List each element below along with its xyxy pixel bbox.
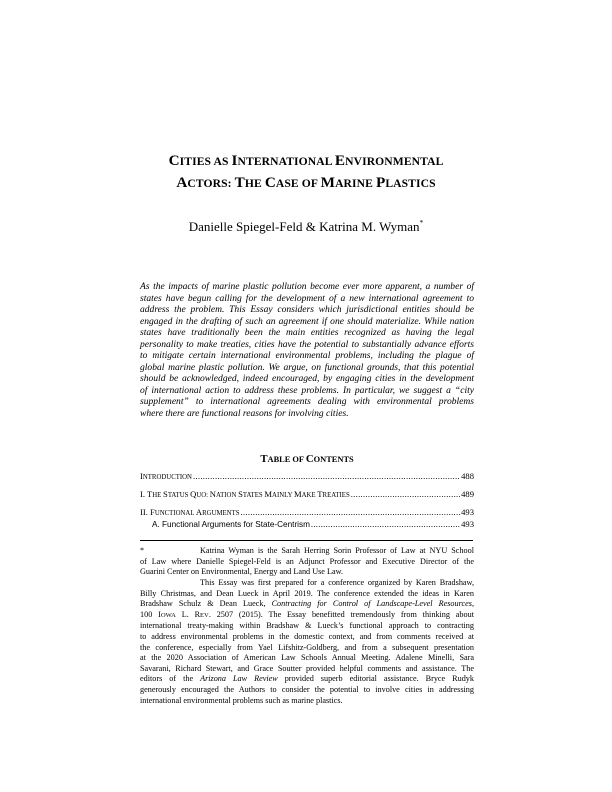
toc-heading-smallcaps: ABLE OF [267, 455, 306, 464]
abstract-line: states have begun calling for the development of a new international agreement to [140, 292, 474, 304]
abstract-line: supplement” to international agreements dealing with environmental problems [140, 396, 474, 408]
abstract-line: to mitigate certain international environmental problems, including the plague of [140, 350, 474, 362]
footnote-line: Bradshaw Schulz & Dean Lueck, Contracting for Control of Landscape-Level Resources, [140, 599, 474, 609]
toc-entry-page: 493 [461, 519, 474, 529]
abstract-line: global marine plastic pollution. We argue, on functional grounds, that this potential [140, 361, 474, 373]
title-smallcaps: CTORS: [187, 177, 235, 190]
toc-entry-label: A. Functional Arguments for State-Centrism [152, 520, 310, 529]
toc-entry-label: I. THE STATUS QUO: NATION STATES MAINLY MAKE TREATIES [140, 489, 350, 499]
toc-entry-label: INTRODUCTION [140, 471, 192, 481]
toc-heading-smallcaps: ONTENTS [313, 455, 354, 464]
toc-leader-dots [241, 506, 461, 518]
article-title [100, 150, 512, 194]
toc-entry-label: II. FUNCTIONAL ARGUMENTS [140, 507, 240, 517]
journal-name: Arizona Law Review [200, 674, 278, 684]
toc-entry-status-quo[interactable] [140, 488, 474, 500]
toc-entry-page: 489 [461, 489, 474, 499]
footnote-star-mark: * [140, 546, 145, 555]
title-smallcaps: ITIES AS [179, 155, 232, 168]
title-smallcaps: NTERNATIONAL [237, 155, 335, 168]
toc-entry-state-centrism[interactable] [140, 518, 474, 530]
footnote-line: Guarini Center on Environmental, Energy and Land Use Law. [140, 567, 344, 577]
title-smallcaps: HE [244, 177, 265, 190]
author-footnote-mark[interactable]: * [419, 218, 424, 227]
footnote-line: Billy Christmas, and Dean Lueck in April 2019. The conference extended the ideas in Karen [140, 588, 474, 598]
footnote-line: international treaty-making within Bradshaw & Lueck’s functional approach to contracting [140, 621, 474, 631]
toc-leader-dots [193, 470, 460, 482]
abstract-line: personality to make treaties, cities have the potential to substantially advance efforts [140, 338, 474, 350]
abstract-line: states have traditionally been the main entities recognized as having the legal [140, 327, 474, 339]
footnote-line: the conference, especially from Yael Lifshitz-Goldberg, and from a subsequent presentation [140, 642, 474, 652]
toc-heading-char: C [305, 453, 314, 465]
title-char: M [320, 174, 336, 191]
toc-heading [140, 453, 474, 466]
title-line-1 [100, 150, 512, 172]
title-char: T [234, 174, 245, 191]
footnote-line: to address environmental problems in the domestic context, and from comments received at [140, 631, 474, 641]
toc-entry-page: 488 [461, 471, 474, 481]
title-smallcaps: ASE OF [275, 177, 321, 190]
toc-leader-dots [351, 488, 460, 500]
footnote-line: 100 IOWA L. REV. 2507 (2015). The Essay benefitted tremendously from thinking about [140, 609, 474, 619]
title-char: E [334, 152, 346, 169]
abstract-line: of international action to address these problems. In particular, we suggest a “city [140, 384, 474, 396]
toc-entry-page: 493 [461, 507, 474, 517]
abstract-line: As the impacts of marine plastic pollution become ever more apparent, a number of [140, 281, 474, 292]
abstract-line: where there are functional reasons for involving cities. [140, 408, 349, 420]
title-char: C [264, 174, 276, 191]
abstract-line: engaged in the drafting of such an agreement if one should materialize. While nation [140, 315, 474, 327]
footnote-line: of Law where Danielle Spiegel-Feld is an Adjunct Professor and Executive Director of the [140, 556, 474, 566]
title-char: A [176, 174, 188, 191]
toc-leader-dots [311, 518, 460, 530]
toc-entry-introduction[interactable] [140, 470, 474, 482]
footnote-acknowledgments [140, 578, 474, 706]
footnote-line: * Katrina Wyman is the Sarah Herring Sorin Professor of Law at NYU School [140, 546, 474, 555]
title-char: C [168, 152, 180, 169]
footnote-line: editors of the Arizona Law Review provided superb editorial assistance. Bryce Rudyk [140, 674, 474, 684]
title-line-2 [100, 172, 512, 194]
author-line [100, 219, 512, 235]
footnote-divider [140, 540, 473, 541]
title-smallcaps: NVIRONMENTAL [345, 155, 444, 168]
cited-article-title: Contracting for Control of Landscape-Level Resources [271, 599, 472, 609]
footnote-star [140, 546, 474, 578]
footnote-line: This Essay was first prepared for a conference organized by Karen Bradshaw, [200, 578, 474, 587]
author-names: Danielle Spiegel-Feld & Katrina M. Wyman [188, 219, 420, 234]
toc-heading-char: T [260, 453, 268, 465]
abstract [140, 281, 474, 420]
title-smallcaps: LASTICS [385, 177, 436, 190]
abstract-line: should be acknowledged, indeed encouraged, by engaging cities in the development [140, 373, 474, 385]
abstract-line: address the problem. This Essay considers which jurisdictional entities should be [140, 304, 474, 316]
title-smallcaps: ARINE [335, 177, 376, 190]
footnote-line: generously encouraged the Authors to consider the potential to involve cities in addressing [140, 684, 474, 694]
footnote-line: Savarani, Richard Stewart, and Grace Soutter provided helpful comments and assistance. The [140, 663, 474, 673]
footnote-line: international environmental problems such as marine plastics. [140, 695, 343, 705]
footnote-line: at the 2020 Association of American Law Schools Annual Meeting. Adalene Minelli, Sara [140, 653, 474, 663]
title-char: I [231, 152, 238, 169]
toc-entry-functional-arguments[interactable] [140, 506, 474, 518]
title-char: P [375, 174, 386, 191]
